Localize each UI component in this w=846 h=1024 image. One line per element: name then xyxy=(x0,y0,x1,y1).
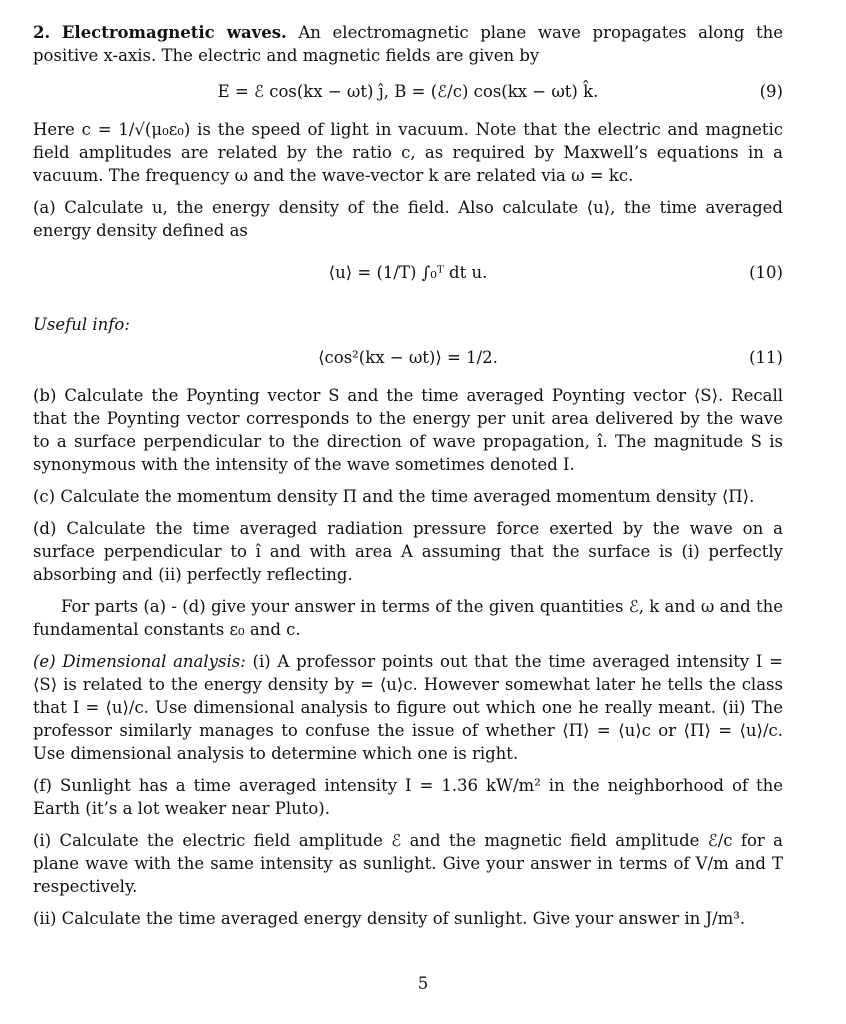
problem-intro: An electromagnetic plane wave propagates along the positive x-axis. The electric and magnetic fields are given by xyxy=(33,23,784,65)
part-d-text: (d) Calculate the time averaged radiation pressure force exerted by the wave on a surface perpendicular to î and with area A assuming that the surface is (i) perfectly absorbing and (ii) perfectly reflecting. xyxy=(33,519,783,584)
parts-note: For parts (a) - (d) give your answer in terms of the given quantities ℰ, k and ω and the fundamental constants ε₀ and c. xyxy=(33,597,783,639)
speed-of-light-paragraph: Here c = 1/√(μ₀ε₀) is the speed of light in vacuum. Note that the electric and magnetic field amplitudes are related by the ratio c, as required by Maxwell’s equations in a vacuum. The frequency ω and the wave-vector k are related via ω = kc. xyxy=(33,120,783,185)
equation-10-number: (10) xyxy=(749,263,783,282)
part-e-text: (i) A professor points out that the time averaged intensity I = ⟨S⟩ is related to the energy density by = ⟨u⟩c. However somewhat later he tells the class that I = ⟨u⟩/c. Use dimensional analysis to figure out which one he really meant. (ii) The professor similarly manages to confuse the issue of whether ⟨Π⟩ = ⟨u⟩c or ⟨Π⟩ = ⟨u⟩/c. Use dimensional analysis to determine which one is right. xyxy=(33,652,784,763)
equation-9 xyxy=(33,76,783,106)
equation-11 xyxy=(33,342,783,372)
equation-11-body: ⟨cos²(kx − ωt)⟩ = 1/2. xyxy=(318,348,498,367)
equation-9-body: E = ℰ cos(kx − ωt) ĵ, B = (ℰ/c) cos(kx − ωt) k̂. xyxy=(217,82,599,101)
equation-9-number: (9) xyxy=(759,82,783,101)
problem-text xyxy=(33,21,783,939)
part-f-text: (f) Sunlight has a time averaged intensity I = 1.36 kW/m² in the neighborhood of the Earth (it’s a lot weaker near Pluto). xyxy=(33,776,783,818)
problem-title: Electromagnetic waves. xyxy=(61,23,287,42)
useful-info-label: Useful info: xyxy=(33,315,130,334)
problem-number: 2. xyxy=(33,23,51,42)
page-number: 5 xyxy=(417,974,429,993)
part-a-text: (a) Calculate u, the energy density of the field. Also calculate ⟨u⟩, the time averaged energy density defined as xyxy=(33,198,783,240)
part-b-text: (b) Calculate the Poynting vector S and the time averaged Poynting vector ⟨S⟩. Recall that the Poynting vector corresponds to the energy per unit area delivered by the wave to a surface perpendicular to the direction of wave propagation, î. The magnitude S is synonymous with the intensity of the wave sometimes denoted I. xyxy=(33,386,783,474)
part-e-label: (e) Dimensional analysis: xyxy=(33,652,246,671)
equation-11-number: (11) xyxy=(749,348,783,367)
part-e xyxy=(33,650,783,765)
equation-10 xyxy=(33,251,783,301)
problem-heading xyxy=(33,21,783,67)
part-f-ii-text: (ii) Calculate the time averaged energy density of sunlight. Give your answer in J/m³. xyxy=(33,909,746,928)
part-f-i-text: (i) Calculate the electric field amplitude ℰ and the magnetic field amplitude ℰ/c for a plane wave with the same intensity as sunlight. Give your answer in terms of V/m and T respectively. xyxy=(33,831,783,896)
part-c-text: (c) Calculate the momentum density Π and the time averaged momentum density ⟨Π⟩. xyxy=(33,487,755,506)
equation-10-body: ⟨u⟩ = (1/T) ∫₀ᵀ dt u. xyxy=(328,263,488,282)
